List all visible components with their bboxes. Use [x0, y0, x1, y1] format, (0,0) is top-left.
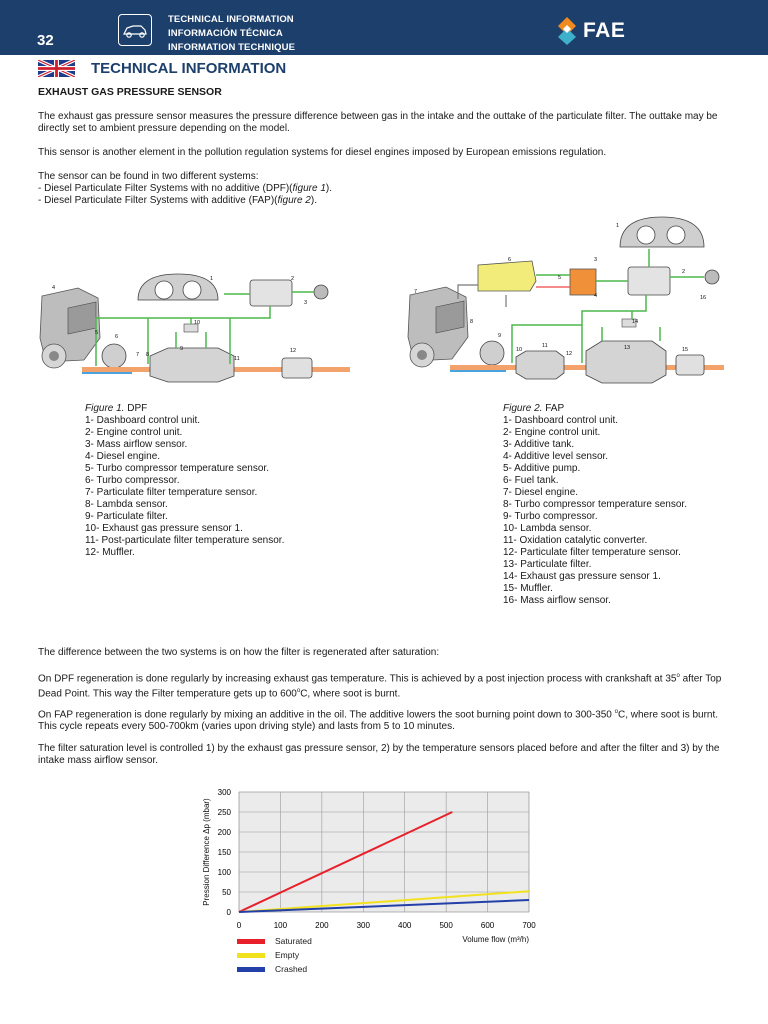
body-paragraph-1: The difference between the two systems is on how the filter is regenerated after saturation:: [38, 647, 440, 658]
engine-control-unit-drawing: [250, 280, 292, 306]
mass-airflow-sensor-drawing: [314, 285, 328, 299]
fae-logo: [557, 15, 625, 47]
dpf-label-2: 2: [291, 276, 295, 282]
intake-pipe-fap: [450, 370, 506, 372]
figure-1-label: Figure 1.: [85, 403, 125, 414]
figure-1-item: 7- Particulate filter temperature sensor.: [85, 487, 258, 498]
figure-2-ref: figure 2: [277, 195, 311, 206]
fap-label-4: 4: [594, 293, 598, 299]
figure-2-item: 2- Engine control unit.: [503, 427, 601, 438]
dpf-label-10: 10: [194, 320, 201, 326]
dpf-label-1: 1: [210, 276, 214, 282]
diesel-engine-drawing: [40, 288, 100, 368]
figure-2-item: 11- Oxidation catalytic converter.: [503, 535, 648, 546]
x-tick-label: 600: [480, 921, 495, 930]
intro-lead: The sensor can be found in two different systems:: [38, 171, 259, 182]
empty-swatch: [237, 953, 265, 958]
p3-part-b: C, where soot is burnt. This cycle repeats every 500-700km (varies upon driving style) and lasts from 5 to 10 minutes.: [38, 709, 719, 733]
dpf-label-8: 8: [146, 352, 150, 358]
p2-part-b: after Top Dead Point. This way the Filter temperature gets up to 600: [38, 673, 722, 700]
dpf-label-4: 4: [52, 285, 56, 291]
dpf-system-diagram: [38, 268, 350, 390]
logo-text: FAE: [583, 19, 626, 42]
mass-airflow-sensor-drawing-fap: [705, 270, 719, 284]
y-axis-label: Pression Difference Δp (mbar): [202, 798, 211, 906]
crashed-swatch: [237, 967, 265, 972]
oxidation-catalytic-converter-drawing: [516, 351, 564, 379]
dpf-label-5: 5: [95, 330, 99, 336]
y-tick-label: 100: [217, 868, 231, 877]
y-tick-label: 50: [222, 888, 231, 897]
y-tick-label: 200: [217, 828, 231, 837]
figure-2-item: 4- Additive level sensor.: [503, 451, 609, 462]
legend-crashed: [237, 962, 312, 976]
intro-paragraph-2: This sensor is another element in the pollution regulation systems for diesel engines imposed by European emissions regulation.: [38, 147, 607, 158]
p2-part-a: On DPF regeneration is done regularly by increasing exhaust gas temperature. This is achieved by a post injection process with crankshaft at 35: [38, 673, 677, 685]
degree-sup: o: [676, 673, 680, 679]
dpf-label-3: 3: [304, 300, 308, 306]
fap-label-16: 16: [700, 295, 707, 301]
fap-label-11: 11: [542, 343, 548, 349]
dpf-label-9: 9: [180, 346, 184, 352]
fae-logo-icon: [557, 16, 577, 46]
figure-2-item: 6- Fuel tank.: [503, 475, 559, 486]
fap-label-8: 8: [470, 319, 474, 325]
fap-label-2: 2: [682, 269, 686, 275]
chart-legend: [237, 934, 312, 976]
legend-label: Crashed: [275, 964, 308, 974]
header-line-en: TECHNICAL INFORMATION: [168, 14, 294, 25]
page-number: 32: [37, 32, 54, 49]
fap-label-5: 5: [558, 275, 562, 281]
x-tick-label: 400: [398, 921, 412, 930]
fap-label-7: 7: [414, 289, 418, 295]
legend-label: Empty: [275, 950, 300, 960]
car-icon: [118, 14, 152, 46]
figure-1-item: 12- Muffler.: [85, 547, 135, 558]
x-tick-label: 300: [356, 921, 370, 930]
intro-paragraph-1: The exhaust gas pressure sensor measures the pressure difference between gas in the intake and the outtake of the particulate filter. The outtake may be directly set to ambient pressure depending on the model.: [38, 111, 718, 134]
fap-label-3: 3: [594, 257, 598, 263]
engine-control-unit-drawing-fap: [628, 267, 670, 295]
section-subtitle: EXHAUST GAS PRESSURE SENSOR: [38, 86, 222, 98]
dpf-text-end: ).: [325, 183, 332, 194]
saturated-swatch: [237, 939, 265, 944]
figure-2-item: 14- Exhaust gas pressure sensor 1.: [503, 571, 661, 582]
fap-text-end: ).: [310, 195, 317, 206]
body-paragraph-2: [38, 670, 728, 701]
fap-label-14: 14: [632, 319, 639, 325]
dpf-label-6: 6: [115, 334, 119, 340]
dpf-text: - Diesel Particulate Filter Systems with no additive (DPF)(: [38, 183, 293, 194]
y-tick-label: 250: [217, 808, 231, 817]
degree-sup: o: [296, 688, 301, 695]
turbo-compressor-drawing-fap: [480, 341, 504, 365]
muffler-drawing: [282, 358, 312, 378]
intro-paragraph-3: [38, 171, 728, 207]
legend-empty: [237, 948, 312, 962]
figure-2-item: 7- Diesel engine.: [503, 487, 579, 498]
figure-1-legend: [85, 403, 284, 559]
page-header: [0, 0, 768, 55]
uk-flag-icon: [38, 60, 75, 77]
fap-label-1: 1: [616, 223, 620, 229]
y-tick-label: 0: [226, 908, 231, 917]
fap-label-6: 6: [508, 257, 512, 263]
dpf-label-11: 11: [234, 356, 240, 362]
intake-pipe: [82, 372, 132, 374]
diesel-engine-drawing-fap: [408, 287, 468, 367]
p2-part-c: C, where soot is burnt.: [300, 688, 401, 700]
intro-system-dpf: [38, 183, 728, 195]
figure-1-item: 10- Exhaust gas pressure sensor 1.: [85, 523, 243, 534]
fap-label-13: 13: [624, 345, 631, 351]
figure-2-item: 16- Mass airflow sensor.: [503, 595, 611, 606]
section-title: TECHNICAL INFORMATION: [91, 60, 287, 77]
p3-part-a: On FAP regeneration is done regularly by mixing an additive in the oil. The additive lowers the soot burning point down to 300-350: [38, 709, 615, 721]
dpf-label-12: 12: [290, 348, 297, 354]
figure-2-name: FAP: [545, 403, 565, 414]
x-tick-label: 100: [273, 921, 288, 930]
figure-2-label: Figure 2.: [503, 403, 543, 414]
figure-1-caption: [85, 403, 284, 415]
muffler-drawing-fap: [676, 355, 704, 375]
figure-1-item: 4- Diesel engine.: [85, 451, 161, 462]
x-tick-label: 0: [236, 921, 242, 930]
figure-1-item: 5- Turbo compressor temperature sensor.: [85, 463, 269, 474]
dashboard-drawing-fap: [620, 217, 704, 247]
body-paragraph-3: [38, 706, 728, 733]
figure-2-item: 12- Particulate filter temperature sensor.: [503, 547, 681, 558]
degree-sup: o: [614, 709, 618, 715]
fap-text: - Diesel Particulate Filter Systems with additive (FAP)(: [38, 195, 278, 206]
figure-1-item: 6- Turbo compressor.: [85, 475, 180, 486]
figure-1-item: 2- Engine control unit.: [85, 427, 183, 438]
x-tick-label: 200: [315, 921, 329, 930]
dashboard-drawing: [138, 274, 218, 300]
figure-1-item: 11- Post-particulate filter temperature sensor.: [85, 535, 285, 546]
header-titles: [168, 13, 295, 55]
fap-label-9: 9: [498, 333, 502, 339]
figure-2-caption: [503, 403, 687, 415]
legend-label: Saturated: [275, 936, 312, 946]
header-line-fr: INFORMATION TECHNIQUE: [168, 42, 296, 53]
dpf-label-7: 7: [136, 352, 140, 358]
figure-2-item: 5- Additive pump.: [503, 463, 581, 474]
fuel-tank-drawing: [478, 261, 536, 291]
x-axis-label: Volume flow (m³/h): [462, 935, 529, 944]
legend-saturated: [237, 934, 312, 948]
x-tick-label: 700: [522, 921, 536, 930]
intro-system-fap: [38, 195, 728, 207]
fap-system-diagram: [406, 215, 724, 385]
figure-1-item: 3- Mass airflow sensor.: [85, 439, 188, 450]
figure-1-item: 1- Dashboard control unit.: [85, 415, 201, 426]
figure-1-item: 9- Particulate filter.: [85, 511, 168, 522]
header-line-es: INFORMACIÓN TÉCNICA: [168, 28, 283, 39]
figure-2-legend: [503, 403, 687, 607]
additive-tank-drawing: [570, 269, 596, 295]
figure-1-name: DPF: [127, 403, 148, 414]
x-tick-label: 500: [439, 921, 453, 930]
figure-2-item: 8- Turbo compressor temperature sensor.: [503, 499, 687, 510]
fap-label-15: 15: [682, 347, 689, 353]
figure-2-item: 9- Turbo compressor.: [503, 511, 598, 522]
figure-2-item: 1- Dashboard control unit.: [503, 415, 619, 426]
y-tick-label: 300: [217, 788, 231, 797]
particulate-filter-drawing: [150, 348, 234, 382]
figure-2-item: 13- Particulate filter.: [503, 559, 592, 570]
turbo-compressor-drawing: [102, 344, 126, 368]
figure-2-item: 3- Additive tank.: [503, 439, 575, 450]
fap-label-10: 10: [516, 347, 523, 353]
fap-label-12: 12: [566, 351, 573, 357]
figure-2-item: 15- Muffler.: [503, 583, 553, 594]
figure-1-item: 8- Lambda sensor.: [85, 499, 168, 510]
figure-1-ref: figure 1: [292, 183, 326, 194]
body-paragraph-4: The filter saturation level is controlled 1) by the exhaust gas pressure sensor, 2) by the temperature sensors placed before and after the filter and 3) by the intake mass airflow sensor.: [38, 743, 720, 766]
y-tick-label: 150: [217, 848, 231, 857]
figure-2-item: 10- Lambda sensor.: [503, 523, 592, 534]
